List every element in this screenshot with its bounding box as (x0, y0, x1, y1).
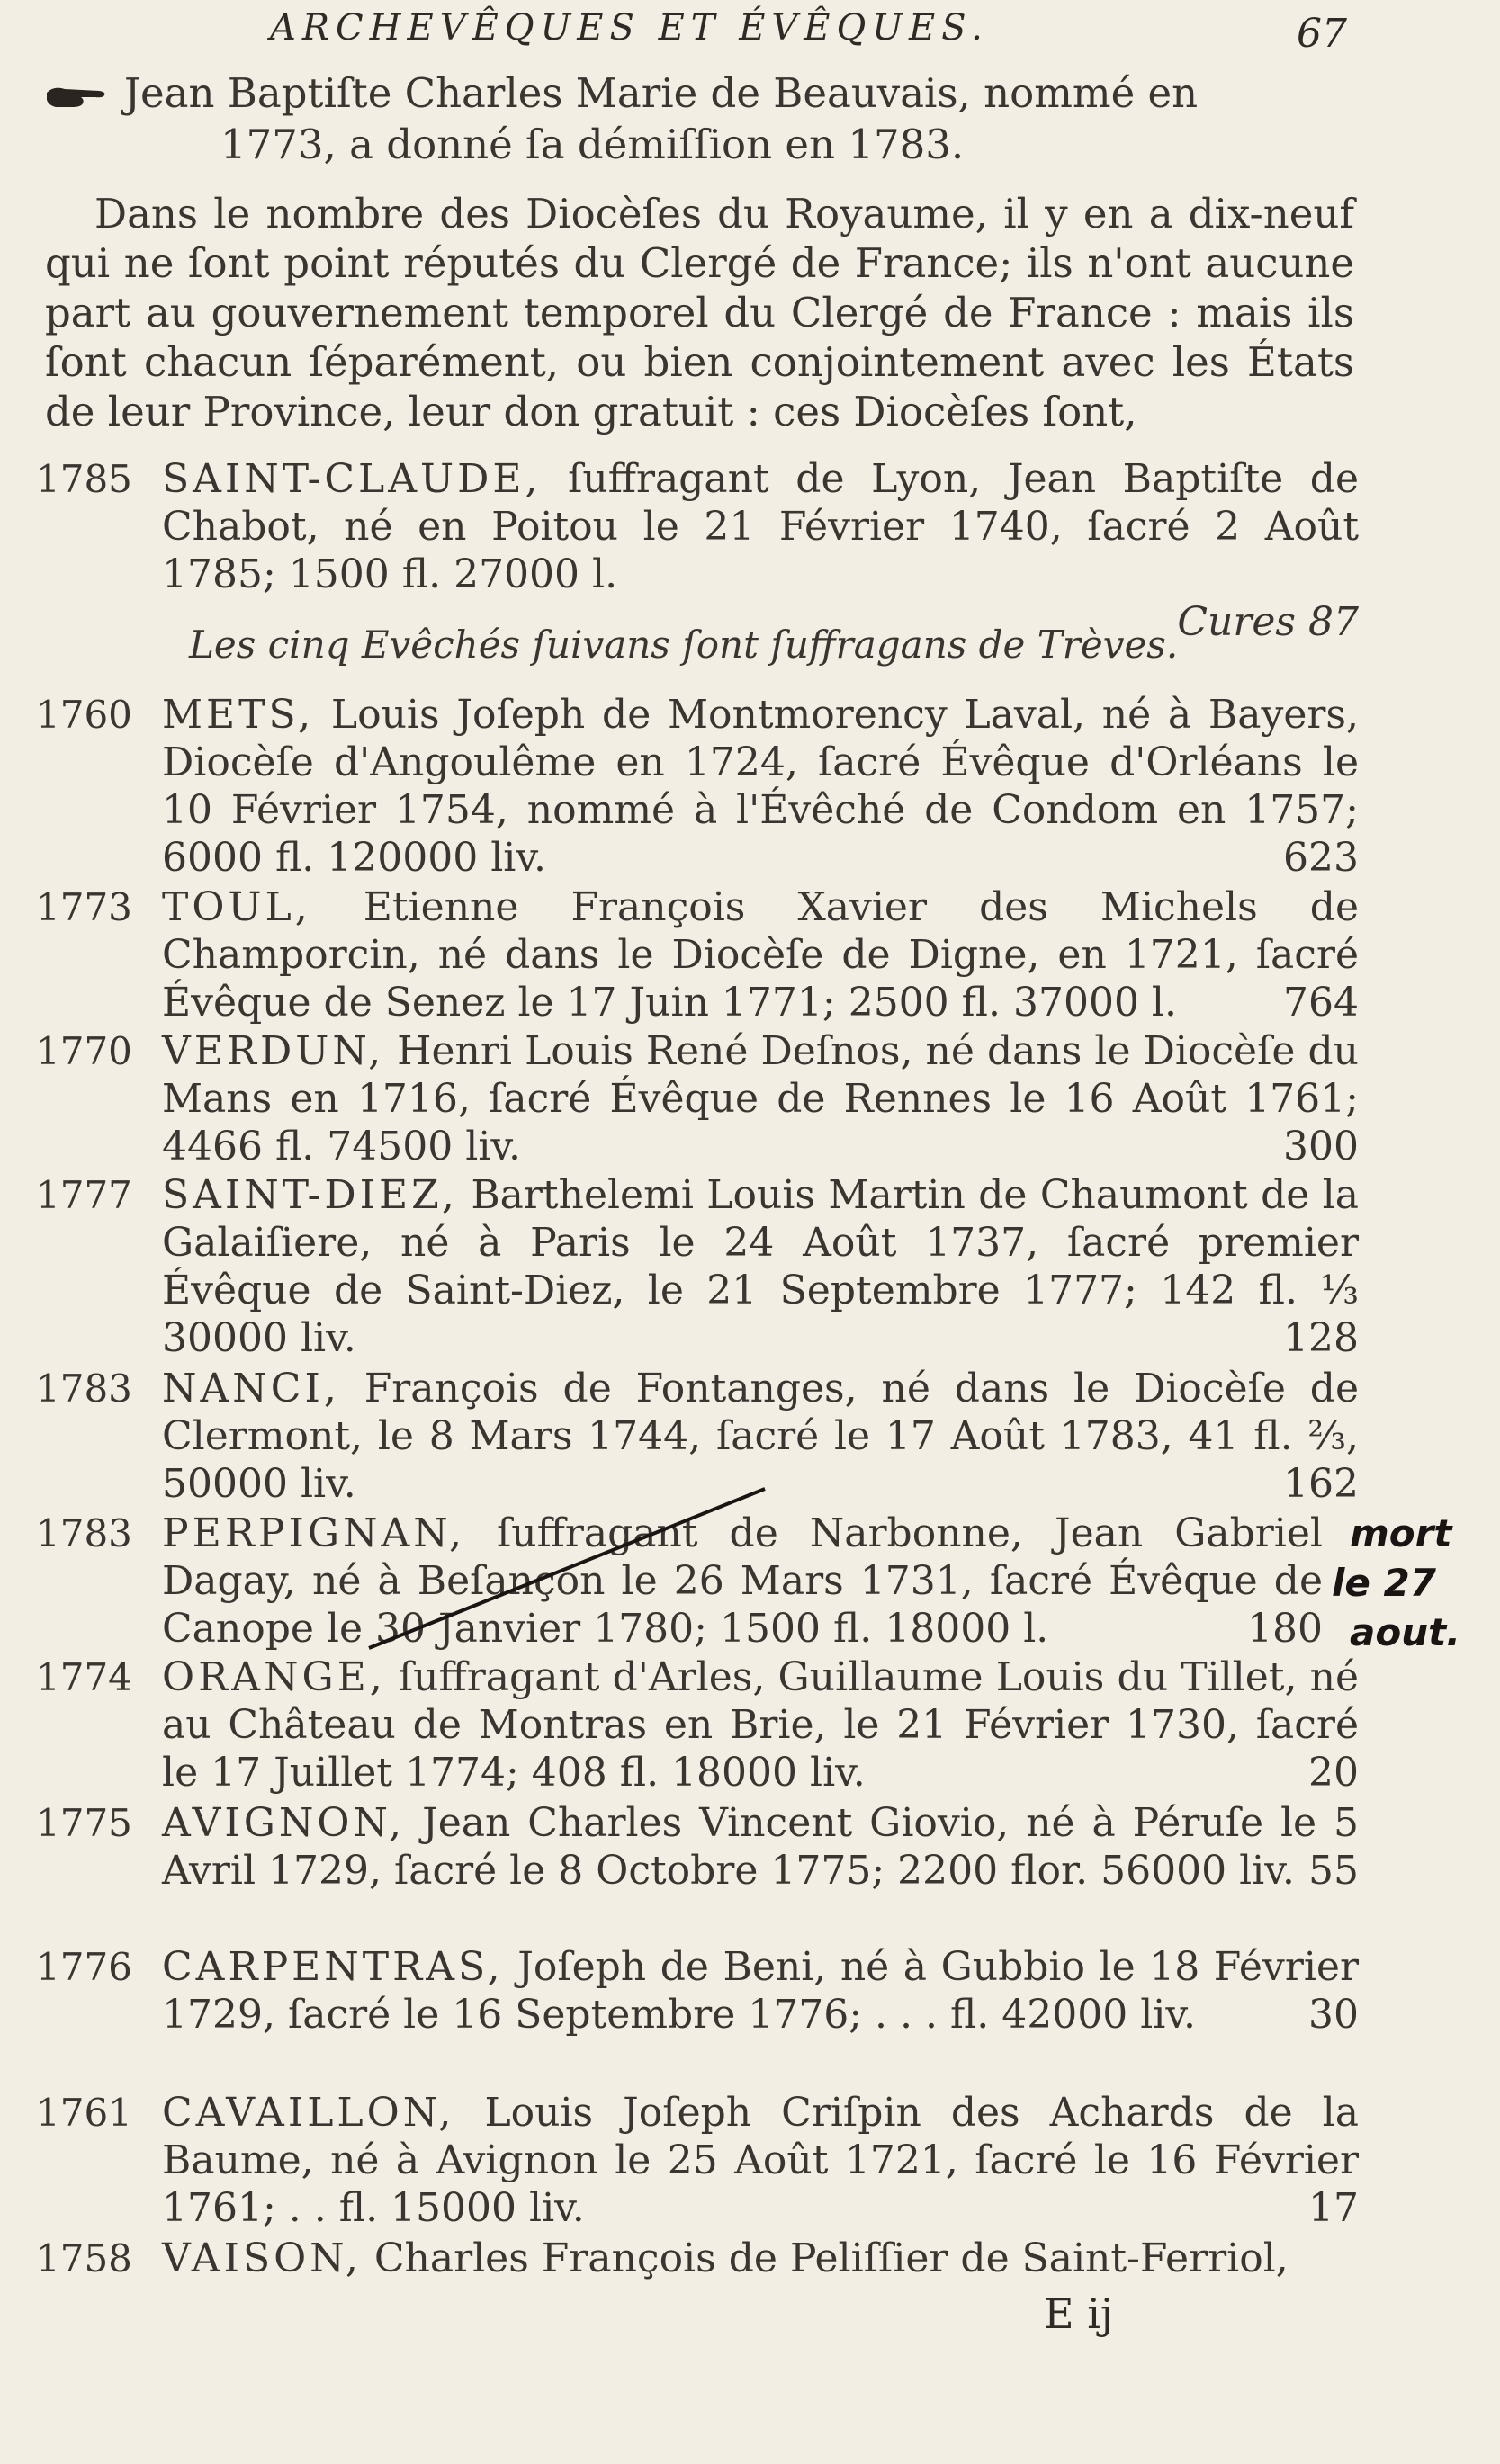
entry-name: VAISON, (162, 2236, 362, 2281)
intro-paragraph (45, 189, 1354, 436)
diocese-entry (36, 1799, 1359, 1895)
diocese-entry (36, 1365, 1359, 1508)
entry-cures: 162 (1283, 1461, 1359, 1507)
entry-text: Etienne François Xavier des Michels de Champorcin, né dans le Diocèſe de Digne, en 1721, ſacré Évêque de Senez le 17 Juin 1771; 2500 fl. 37000 l. (162, 884, 1359, 1026)
entry-name: VERDUN, (162, 1028, 385, 1074)
handwritten-note-line-2: le 27 (1332, 1561, 1436, 1605)
pointing-hand-icon (45, 84, 108, 111)
entry-cures: Cures 87 (1177, 599, 1359, 645)
entry-cures: 55 (1308, 1848, 1359, 1894)
entry-text: Charles François de Peliſſier de Saint-Ferriol, (373, 2236, 1289, 2281)
entry-cures: 764 (1283, 980, 1359, 1026)
diocese-entry (36, 2089, 1359, 2232)
entry-year: 1783 (36, 1511, 132, 1555)
diocese-entry (36, 1510, 1323, 1653)
entry-name: TOUL, (162, 884, 311, 930)
entry-name: PERPIGNAN, (162, 1510, 465, 1556)
entry-name: NANCI, (162, 1366, 340, 1411)
diocese-entry (36, 883, 1359, 1026)
entry-year: 1777 (36, 1173, 132, 1217)
entry-name: CARPENTRAS, (162, 1944, 504, 1990)
entry-year: 1774 (36, 1655, 132, 1699)
entry-text: ſuffragant de Lyon, Jean Baptiſte de Chabot, né en Poitou le 21 Février 1740, ſacré 2 Août 1785; 1500 fl. 27000 l. (162, 456, 1359, 597)
signature-mark: E ij (1044, 2289, 1114, 2338)
diocese-entry-saint-claude (36, 455, 1359, 646)
diocese-entry (36, 1171, 1359, 1362)
entry-cures: 180 (1247, 1606, 1323, 1652)
entry-year: 1760 (36, 693, 132, 737)
diocese-entry (36, 1653, 1359, 1796)
entry-year: 1785 (36, 457, 132, 501)
entry-text: ſuffragant d'Arles, Guillaume Louis du Tillet, né au Château de Montras en Brie, le 21 Février 1730, ſacré le 17 Juillet 1774; 408 fl. 18000 liv. (162, 1654, 1359, 1796)
entry-year: 1770 (36, 1029, 132, 1073)
page-number: 67 (1297, 11, 1347, 57)
handwritten-note-line-3: aout. (1350, 1610, 1461, 1654)
entry-cures: 623 (1283, 835, 1359, 881)
entry-year: 1758 (36, 2236, 132, 2280)
entry-text: Henri Louis René Deſnos, né dans le Diocèſe du Mans en 1716, ſacré Évêque de Rennes le 16 Août 1761; 4466 fl. 74500 liv. (162, 1028, 1359, 1169)
entry-name: SAINT-CLAUDE, (162, 456, 542, 502)
entry-text: Jean Charles Vincent Giovio, né à Péruſe le 5 Avril 1729, ſacré le 8 Octobre 1775; 2200 flor. 56000 liv. (162, 1800, 1359, 1894)
entry-name: ORANGE, (162, 1654, 386, 1700)
intro-line-2: 1773, a donné ſa démiſſion en 1783. (220, 121, 965, 168)
entry-text: ſuffragant de Narbonne, Jean Gabriel Dagay, né à Beſançon le 26 Mars 1731, ſacré Évêque de Canope le 30 Janvier 1780; 1500 fl. 18000 l. (162, 1510, 1323, 1652)
diocese-entry (36, 1943, 1359, 2038)
entry-year: 1773 (36, 885, 132, 929)
running-title: ARCHEVÊQUES ET ÉVÊQUES. (270, 7, 989, 49)
diocese-entry (36, 1027, 1359, 1170)
entry-text: Barthelemi Louis Martin de Chaumont de la Galaiſiere, né à Paris le 24 Août 1737, ſacré premier Évêque de Saint-Diez, le 21 Septembre 1777; 142 fl. ⅓ 30000 liv. (162, 1172, 1359, 1361)
entry-year: 1783 (36, 1366, 132, 1411)
intro-line-1: Jean Baptiſte Charles Marie de Beauvais, nommé en (124, 69, 1199, 117)
entry-year: 1776 (36, 1945, 132, 1989)
entry-name: CAVAILLON, (162, 2090, 455, 2136)
entry-cures: 17 (1308, 2185, 1359, 2231)
entry-cures: 128 (1283, 1315, 1359, 1361)
paragraph-text: Dans le nombre des Diocèſes du Royaume, il y en a dix-neuf qui ne ſont point réputés du Clergé de France; ils n'ont aucune part au gouvernement temporel du Clergé de France : mais ils ſont chacun ſéparément, ou bien conjointement avec les États de leur Province, leur don gratuit : ces Diocèſes ſont, (45, 190, 1354, 435)
entry-text: François de Fontanges, né dans le Diocèſe de Clermont, le 8 Mars 1744, ſacré le 17 Août 1783, 41 fl. ⅔, 50000 liv. (162, 1366, 1359, 1507)
entry-text: Louis Joſeph Criſpin des Achards de la Baume, né à Avignon le 25 Août 1721, ſacré le 16 Février 1761; . . fl. 15000 liv. (162, 2090, 1359, 2231)
entry-text: Joſeph de Beni, né à Gubbio le 18 Février 1729, ſacré le 16 Septembre 1776; . . . fl. 42000 liv. (162, 1944, 1359, 2038)
handwritten-note-line-1: mort (1350, 1511, 1452, 1555)
diocese-entry (36, 691, 1359, 882)
entry-year: 1761 (36, 2091, 132, 2135)
entry-name: SAINT-DIEZ, (162, 1172, 458, 1218)
entry-name: METS, (162, 692, 315, 738)
entry-text: Louis Joſeph de Montmorency Laval, né à Bayers, Diocèſe d'Angoulême en 1724, ſacré Évêque d'Orléans le 10 Février 1754, nommé à l'Évêché de Condom en 1757; 6000 fl. 120000 liv. (162, 692, 1359, 881)
section-heading: Les cinq Evêchés ſuivans ſont ſuffragans de Trèves. (189, 623, 1179, 667)
diocese-entry (36, 2235, 1359, 2282)
entry-name: AVIGNON, (162, 1800, 406, 1846)
entry-cures: 300 (1283, 1124, 1359, 1169)
entry-cures: 20 (1308, 1750, 1359, 1796)
entry-year: 1775 (36, 1801, 132, 1845)
entry-cures: 30 (1308, 1992, 1359, 2038)
intro-note (45, 67, 1350, 170)
